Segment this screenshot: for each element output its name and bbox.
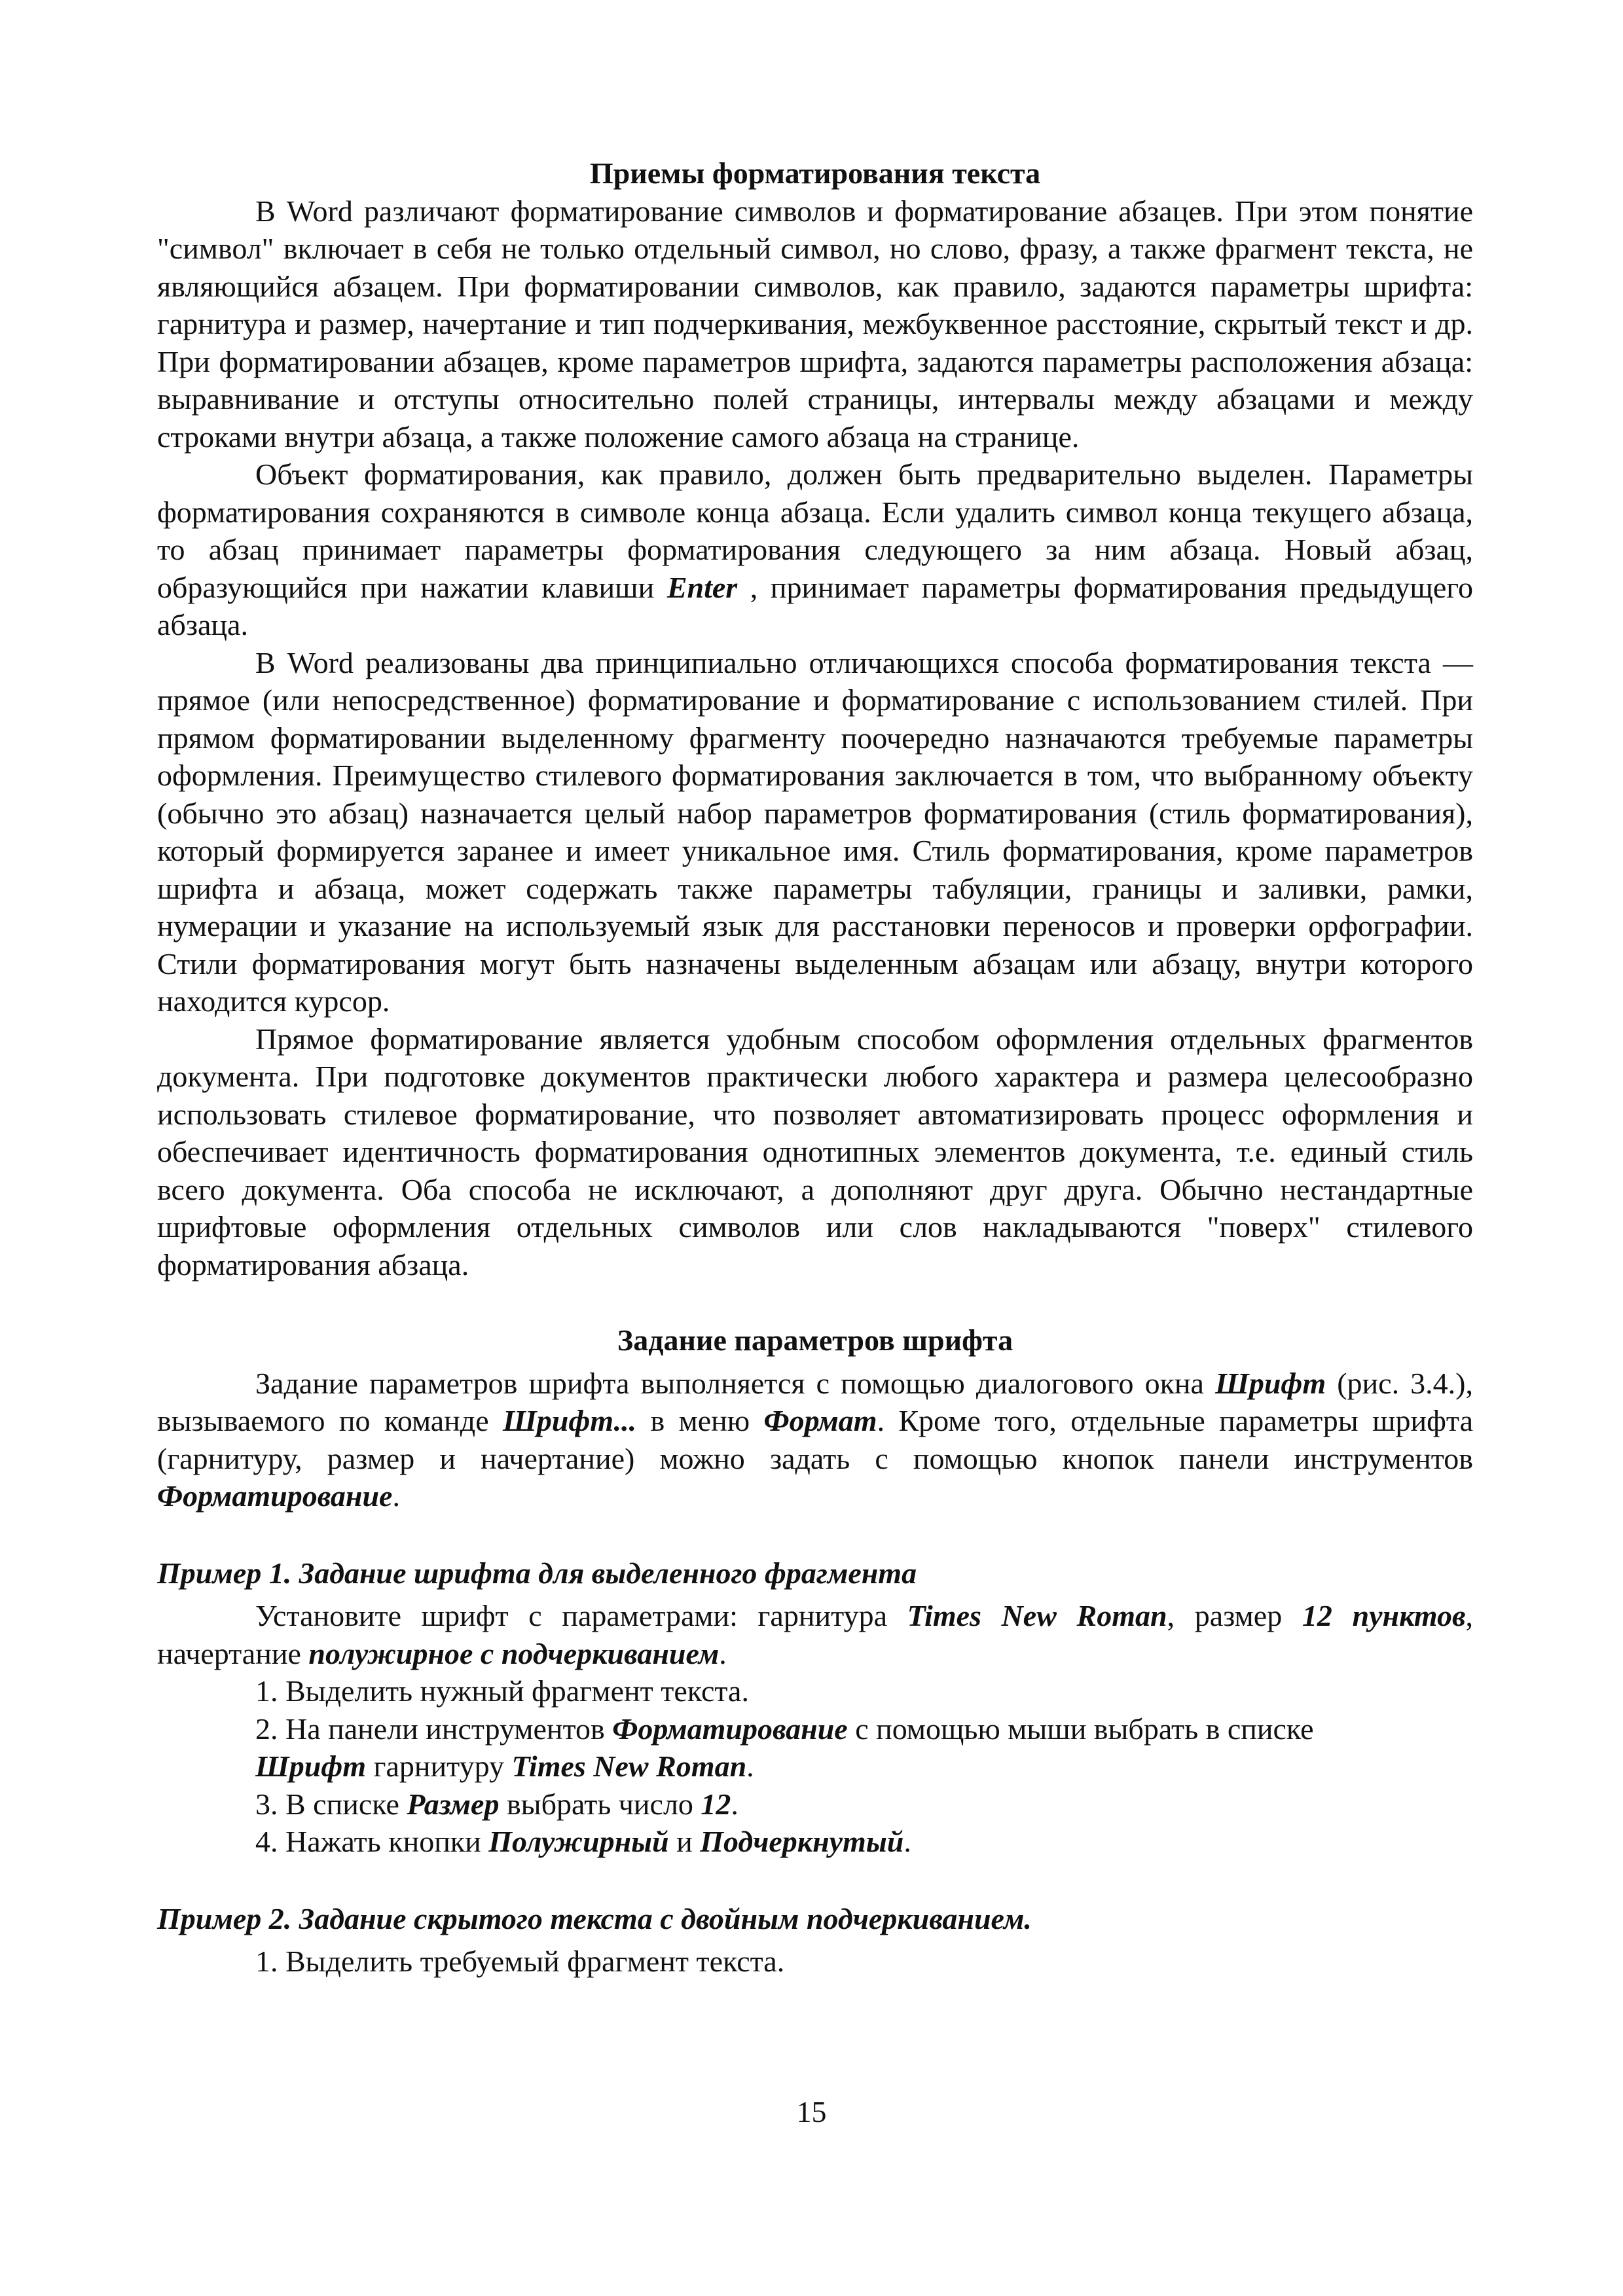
spacer <box>157 1283 1473 1321</box>
example-1-step-4 <box>157 1823 1473 1861</box>
page-number: 15 <box>796 2095 827 2128</box>
text-run: . <box>719 1636 727 1670</box>
term-number-12: 12 <box>701 1787 731 1821</box>
text-run: 2. На панели инструментов <box>255 1712 613 1746</box>
text-run: 4. Нажать кнопки <box>255 1825 489 1858</box>
paragraph-2-text-a: Объект форматирования, как правило, должен быть предварительно выделен. Параметры форматирования сохраняются в символе конца абзаца. Если удалить символ конца текущего абзаца, то абзац принимает параметры форматирования следующего за ним абзаца. Новый абзац, образующийся при нажатии клавиши <box>157 457 1473 604</box>
paragraph-2 <box>157 456 1473 644</box>
text-run: , начертание <box>157 1599 1473 1670</box>
spacer <box>157 1515 1473 1554</box>
text-run: . <box>392 1479 400 1513</box>
example-1-heading: Пример 1. Задание шрифта для выделенного фрагмента <box>157 1556 917 1590</box>
spacer <box>157 1861 1473 1900</box>
text-run: 3. В списке <box>255 1787 407 1821</box>
term-formatting-toolbar: Форматирование <box>157 1479 393 1513</box>
section-heading-formatting: Приемы форматирования текста <box>589 156 1041 190</box>
term-underline-button: Подчеркнутый <box>700 1825 904 1858</box>
term-formatting-toolbar: Форматирование <box>612 1712 848 1746</box>
text-run: , размер <box>1167 1599 1302 1632</box>
spacer <box>157 1937 1473 1943</box>
text-run: Установите шрифт с параметрами: гарнитура <box>255 1599 907 1632</box>
spacer <box>157 1359 1473 1365</box>
text-run: . <box>903 1825 911 1858</box>
paragraph-1: В Word различают форматирование символов и форматирование абзацев. При этом понятие "символ" включает в себя не только отдельный символ, но слово, фразу, а также фрагмент текста, не являющийся абзацем. При форматировании символов, как правило, задаются параметры шрифта: гарнитура и размер, начертание и тип подчеркивания, межбуквенное расстояние, скрытый текст и др. При форматировании абзацев, кроме параметров шрифта, задаются параметры расположения абзаца: выравнивание и отступы относительно полей страницы, интервалы между абзацами и между строками внутри абзаца, а также положение самого абзаца на странице. <box>157 194 1473 454</box>
section-heading-font-params: Задание параметров шрифта <box>617 1323 1013 1357</box>
term-bold-underline: полужирное с подчеркиванием <box>308 1636 720 1670</box>
example-1-intro <box>157 1597 1473 1672</box>
term-format-menu: Формат <box>763 1404 877 1437</box>
enter-key-term: Enter <box>666 570 738 604</box>
term-font-command: Шрифт... <box>502 1404 637 1437</box>
font-params-paragraph <box>157 1365 1473 1515</box>
example-2-heading: Пример 2. Задание скрытого текста с двойным подчеркиванием. <box>157 1901 1032 1935</box>
paragraph-2-text-b: , принимает параметры форматирования предыдущего абзаца. <box>157 570 1473 641</box>
text-run: и <box>668 1825 701 1858</box>
text-run: гарнитуру <box>366 1749 512 1783</box>
example-1-step-2 <box>157 1710 1473 1785</box>
term-font-list: Шрифт <box>255 1749 367 1783</box>
paragraph-3: В Word реализованы два принципиально отличающихся способа форматирования текста — прямое (или непосредственное) форматирование и форматирование с использованием стилей. При прямом форматировании выделенному фрагменту поочередно назначаются требуемые параметры оформления. Преимущество стилевого форматирования заключается в том, что выбранному объекту (обычно это абзац) назначается целый набор параметров форматирования (стиль форматирования), который формируется заранее и имеет уникальное имя. Стиль форматирования, кроме параметров шрифта и абзаца, может содержать также параметры табуляции, границы и заливки, рамки, нумерации и указание на используемый язык для расстановки переносов и проверки орфографии. Стили форматирования могут быть назначены выделенным абзацам или абзацу, внутри которого находится курсор. <box>157 645 1473 1018</box>
text-run: . <box>746 1749 754 1783</box>
term-size-list: Размер <box>407 1787 500 1821</box>
example-2-step-1: 1. Выделить требуемый фрагмент текста. <box>255 1945 785 1978</box>
paragraph-4: Прямое форматирование является удобным способом оформления отдельных фрагментов документа. При подготовке документов практически любого характера и размера целесообразно использовать стилевое форматирование, что позволяет автоматизировать процесс оформления и обеспечивает идентичность форматирования однотипных элементов документа, т.е. единый стиль всего документа. Оба способа не исключают, а дополняют друг друга. Обычно нестандартные шрифтовые оформления отдельных символов или слов накладываются "поверх" стилевого форматирования абзаца. <box>157 1022 1473 1282</box>
term-times-new-roman: Times New Roman <box>511 1749 747 1783</box>
text-run: с помощью мыши выбрать в списке <box>847 1712 1314 1746</box>
page-content <box>157 154 1473 1981</box>
term-12-points: 12 пунктов <box>1302 1599 1466 1632</box>
term-font-dialog: Шрифт <box>1215 1366 1326 1400</box>
example-1-step-1: 1. Выделить нужный фрагмент текста. <box>255 1674 749 1708</box>
text-run: (рис. 3.4.), вызываемого по команде <box>157 1366 1473 1437</box>
example-1-step-3 <box>157 1785 1473 1823</box>
text-run: Задание параметров шрифта выполняется с помощью диалогового окна <box>255 1366 1216 1400</box>
text-run: в меню <box>636 1404 764 1437</box>
term-bold-button: Полужирный <box>488 1825 669 1858</box>
text-run: . Кроме того, отдельные параметры шрифта (гарнитуру, размер и начертание) можно задать с помощью кнопок панели инструментов <box>157 1404 1474 1475</box>
spacer <box>157 1592 1473 1597</box>
text-run: . <box>731 1787 739 1821</box>
term-times-new-roman: Times New Roman <box>907 1599 1167 1632</box>
text-run: выбрать число <box>499 1787 701 1821</box>
